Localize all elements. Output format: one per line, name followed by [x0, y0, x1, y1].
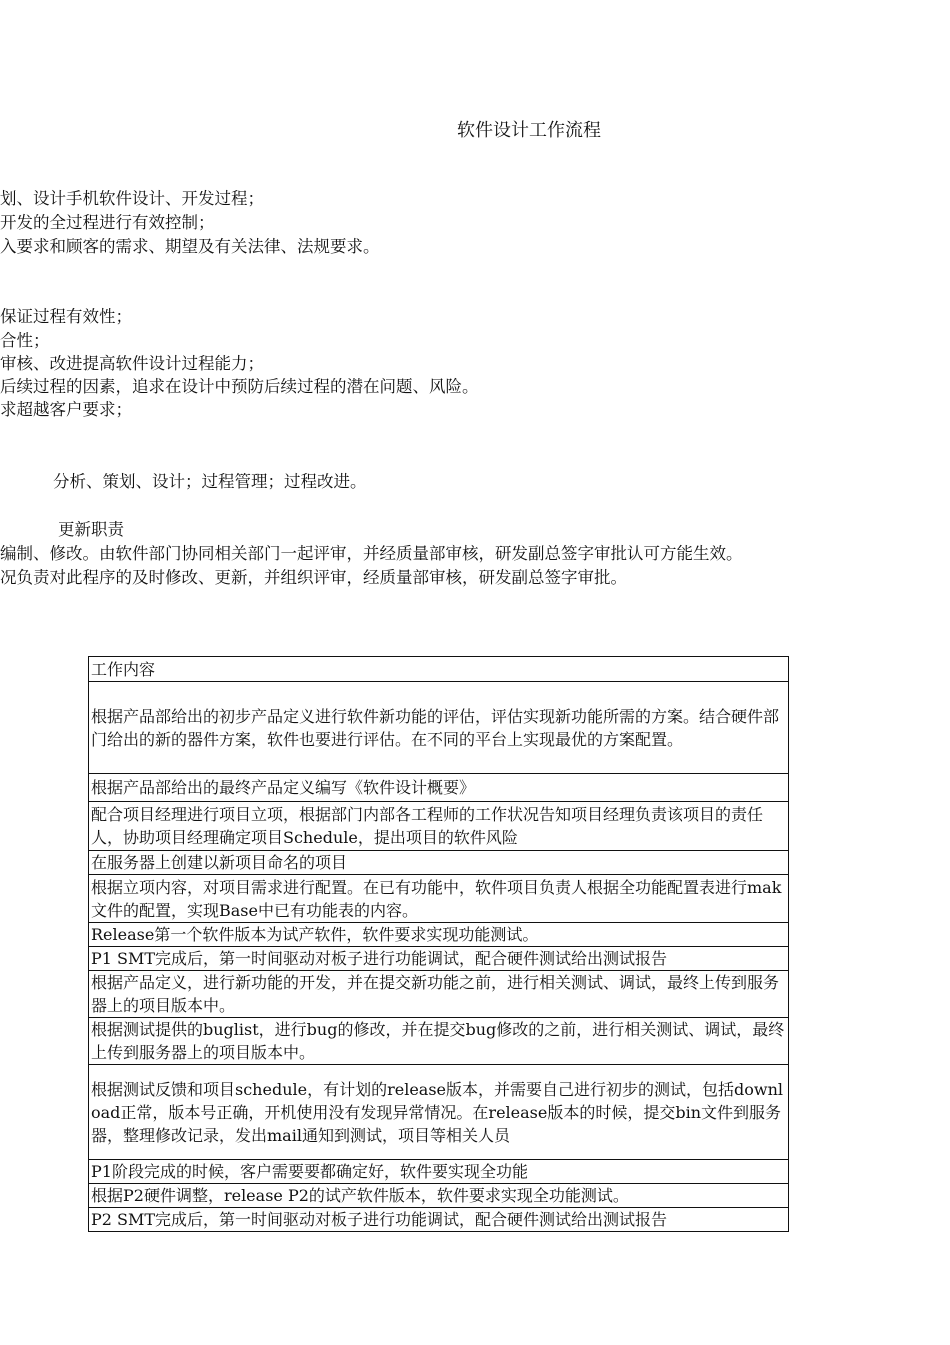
table-cell: 根据产品部给出的最终产品定义编写《软件设计概要》	[89, 774, 789, 802]
principle-line-2: 合性；	[0, 331, 50, 350]
table-cell: 根据P2硬件调整，release P2的试产软件版本，软件要求实现全功能测试。	[89, 1184, 789, 1208]
duty-heading: 更新职责	[58, 520, 124, 539]
table-row	[89, 1018, 789, 1065]
principle-line-5: 求超越客户要求；	[0, 400, 132, 419]
table-cell: 配合项目经理进行项目立项，根据部门内部各工程师的工作状况告知项目经理负责该项目的责任人，协助项目经理确定项目Schedule，提出项目的软件风险	[89, 802, 789, 851]
table-row	[89, 802, 789, 851]
document-title: 软件设计工作流程	[457, 120, 601, 141]
table-row	[89, 1184, 789, 1208]
principle-line-1: 保证过程有效性；	[0, 307, 132, 326]
table-row	[89, 971, 789, 1018]
duty-line-1: 编制、修改。由软件部门协同相关部门一起评审，并经质量部审核，研发副总签字审批认可方能生效。	[0, 544, 743, 563]
work-content-table	[88, 656, 789, 1232]
scope-line: 分析、策划、设计；过程管理；过程改进。	[53, 472, 367, 491]
table-row	[89, 1208, 789, 1232]
table-row	[89, 1065, 789, 1160]
purpose-line-2: 开发的全过程进行有效控制；	[0, 213, 215, 232]
purpose-line-1: 划、设计手机软件设计、开发过程；	[0, 189, 264, 208]
table-cell: P1 SMT完成后，第一时间驱动对板子进行功能调试，配合硬件测试给出测试报告	[89, 947, 789, 971]
duty-line-2: 况负责对此程序的及时修改、更新，并组织评审，经质量部审核，研发副总签字审批。	[0, 568, 627, 587]
table-row	[89, 875, 789, 923]
table-header-row	[89, 657, 789, 682]
principle-line-3: 审核、改进提高软件设计过程能力；	[0, 354, 264, 373]
table-cell: Release第一个软件版本为试产软件，软件要求实现功能测试。	[89, 923, 789, 947]
table-row	[89, 774, 789, 802]
table-cell: 在服务器上创建以新项目命名的项目	[89, 851, 789, 875]
table-row	[89, 947, 789, 971]
table-cell: 根据产品部给出的初步产品定义进行软件新功能的评估，评估实现新功能所需的方案。结合硬件部门给出的新的器件方案，软件也要进行评估。在不同的平台上实现最优的方案配置。	[89, 682, 789, 774]
table-cell: 根据立项内容，对项目需求进行配置。在已有功能中，软件项目负责人根据全功能配置表进行mak文件的配置，实现Base中已有功能表的内容。	[89, 875, 789, 923]
table-row	[89, 1160, 789, 1184]
table-cell: 根据产品定义，进行新功能的开发，并在提交新功能之前，进行相关测试、调试，最终上传到服务器上的项目版本中。	[89, 971, 789, 1018]
table-header-cell: 工作内容	[89, 657, 789, 682]
table-row	[89, 682, 789, 774]
principle-line-4: 后续过程的因素，追求在设计中预防后续过程的潜在问题、风险。	[0, 377, 479, 396]
table-row	[89, 923, 789, 947]
table-cell: P2 SMT完成后，第一时间驱动对板子进行功能调试，配合硬件测试给出测试报告	[89, 1208, 789, 1232]
table-row	[89, 851, 789, 875]
table-cell: P1阶段完成的时候，客户需要要都确定好，软件要实现全功能	[89, 1160, 789, 1184]
purpose-line-3: 入要求和顾客的需求、期望及有关法律、法规要求。	[0, 237, 380, 256]
table-cell: 根据测试反馈和项目schedule，有计划的release版本，并需要自己进行初步的测试，包括download正常，版本号正确，开机使用没有发现异常情况。在release版本的时候，提交bin文件到服务器，整理修改记录，发出mail通知到测试，项目等相关人员	[89, 1065, 789, 1160]
table-cell: 根据测试提供的buglist，进行bug的修改，并在提交bug修改的之前，进行相关测试、调试，最终上传到服务器上的项目版本中。	[89, 1018, 789, 1065]
